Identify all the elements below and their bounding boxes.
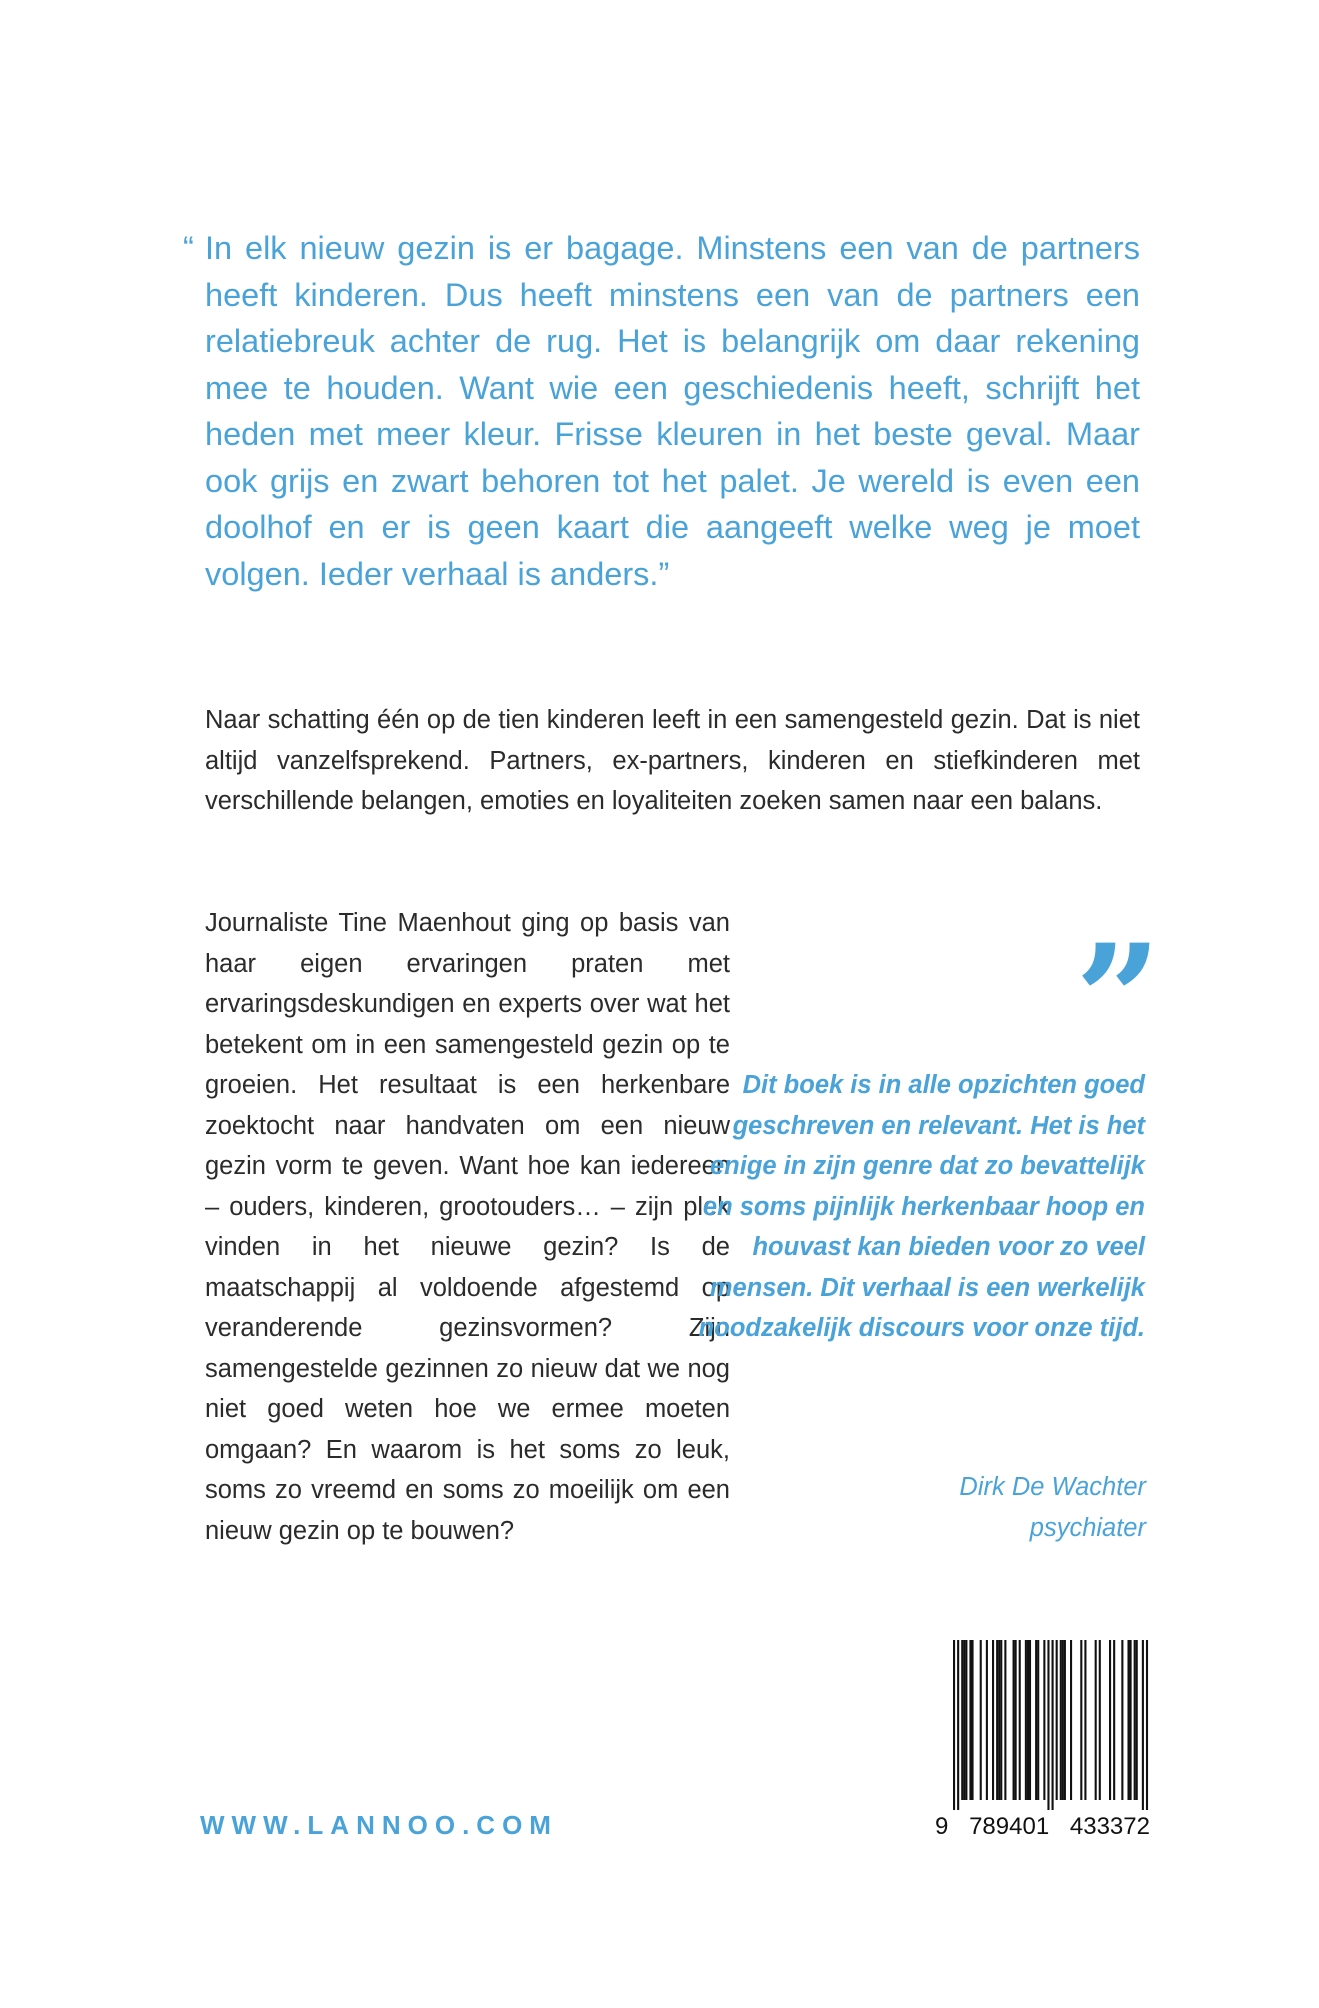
barcode-digit-group-1: 9 [935, 1813, 949, 1840]
barcode-bar [1080, 1640, 1082, 1800]
barcode-bar [1070, 1640, 1072, 1800]
endorsement-text: Dit boek is in alle opzichten goed geschreven en relevant. Het is het enige in zijn genre dat zo bevattelijk en soms pijnlijk herkenbaar hoop en houvast kan bieden voor zo veel mensen. Dit verhaal is een werkelijk noodzakelijk discours voor onze tijd. [698, 1071, 1145, 1342]
endorsement-role: psychiater [1029, 1513, 1146, 1542]
barcode-bar [1004, 1640, 1006, 1800]
barcode-bars [935, 1640, 1150, 1810]
barcode-bar [1134, 1640, 1136, 1800]
endorsement-quote-mark: ” [1075, 912, 1162, 1088]
barcode-bar [1095, 1640, 1097, 1800]
barcode-bar [1025, 1640, 1027, 1800]
pull-quote-text: In elk nieuw gezin is er bagage. Minstens een van de partners heeft kinderen. Dus heeft minstens een van de partners een relatiebreuk achter de rug. Het is belangrijk om daar rekening mee te houden. Want wie een geschiedenis heeft, schrijft het heden met meer kleur. Frisse kleuren in het beste geval. Maar ook grijs en zwart behoren tot het palet. Je wereld is even een doolhof en er is geen kaart die aangeeft welke weg je moet volgen. Ieder verhaal is anders.” [205, 230, 1140, 592]
publisher-website: WWW.LANNOO.COM [200, 1810, 558, 1840]
body-paragraph [205, 903, 730, 1551]
barcode-digit-group-2: 789401 [969, 1813, 1050, 1840]
barcode-bar [980, 1640, 982, 1800]
barcode-bar [953, 1640, 955, 1810]
barcode-bar [963, 1640, 965, 1800]
barcode-bar [969, 1640, 971, 1800]
barcode-bar [992, 1640, 994, 1800]
barcode-bar [965, 1640, 967, 1800]
barcode-bar [1000, 1640, 1002, 1800]
isbn-barcode [935, 1640, 1150, 1845]
barcode-bar [1015, 1640, 1017, 1800]
body-text: Journaliste Tine Maenhout ging op basis van haar eigen ervaringen praten met ervaringsdeskundigen en experts over wat het betekent om in een samengesteld gezin op te groeien. Het resultaat is een herkenbare zoektocht naar handvaten om een nieuw gezin vorm te geven. Want hoe kan iedereen – ouders, kinderen, grootouders… – zijn plek vinden in het nieuwe gezin? Is de maatschappij al voldoende afgestemd op veranderende gezinsvormen? Zijn samengestelde gezinnen zo nieuw dat we nog niet goed weten hoe we ermee moeten omgaan? En waarom is het soms zo leuk, soms zo vreemd en soms zo moeilijk om een nieuw gezin op te bouwen? [205, 909, 730, 1545]
barcode-bar [996, 1640, 998, 1800]
barcode-bar [1121, 1640, 1123, 1800]
barcode-bar [1142, 1640, 1144, 1810]
barcode-bar [1113, 1640, 1115, 1800]
barcode-bar [1052, 1640, 1054, 1810]
endorsement-attribution [959, 1467, 1146, 1548]
barcode-bar [1043, 1640, 1045, 1800]
barcode-bar [1029, 1640, 1031, 1800]
barcode-bar [1047, 1640, 1049, 1810]
endorsement-author: Dirk De Wachter [959, 1473, 1146, 1501]
barcode-bar [1035, 1640, 1037, 1800]
barcode-bar [1019, 1640, 1021, 1800]
barcode-bar [1027, 1640, 1029, 1800]
barcode-bar [1062, 1640, 1064, 1800]
barcode-bar [1109, 1640, 1111, 1800]
barcode-bar [971, 1640, 973, 1800]
barcode-bar [1060, 1640, 1062, 1800]
pull-quote [183, 225, 1140, 597]
quote-open-mark: “ [183, 230, 194, 266]
barcode-digit-group-3: 433372 [1069, 1813, 1150, 1840]
barcode-bar [1064, 1640, 1066, 1800]
barcode-bar [1099, 1640, 1101, 1800]
barcode-bar [1130, 1640, 1132, 1800]
barcode-bar [957, 1640, 959, 1810]
barcode-bar [1146, 1640, 1148, 1810]
barcode-bar [961, 1640, 963, 1800]
barcode-bar [1127, 1640, 1129, 1800]
endorsement-quote [695, 1065, 1145, 1349]
barcode-bar [1037, 1640, 1039, 1800]
barcode-digits [935, 1812, 1150, 1842]
intro-text: Naar schatting één op de tien kinderen leeft in een samengesteld gezin. Dat is niet altijd vanzelfsprekend. Partners, ex-partners, kinderen en stiefkinderen met verschillende belangen, emoties en loyaliteiten zoeken samen naar een balans. [205, 706, 1140, 815]
barcode-bar [1013, 1640, 1015, 1800]
barcode-bar [1056, 1640, 1058, 1800]
barcode-bar [986, 1640, 988, 1800]
barcode-bar [1084, 1640, 1086, 1800]
barcode-bar [1136, 1640, 1138, 1800]
barcode-bar [998, 1640, 1000, 1800]
intro-paragraph [205, 700, 1140, 822]
